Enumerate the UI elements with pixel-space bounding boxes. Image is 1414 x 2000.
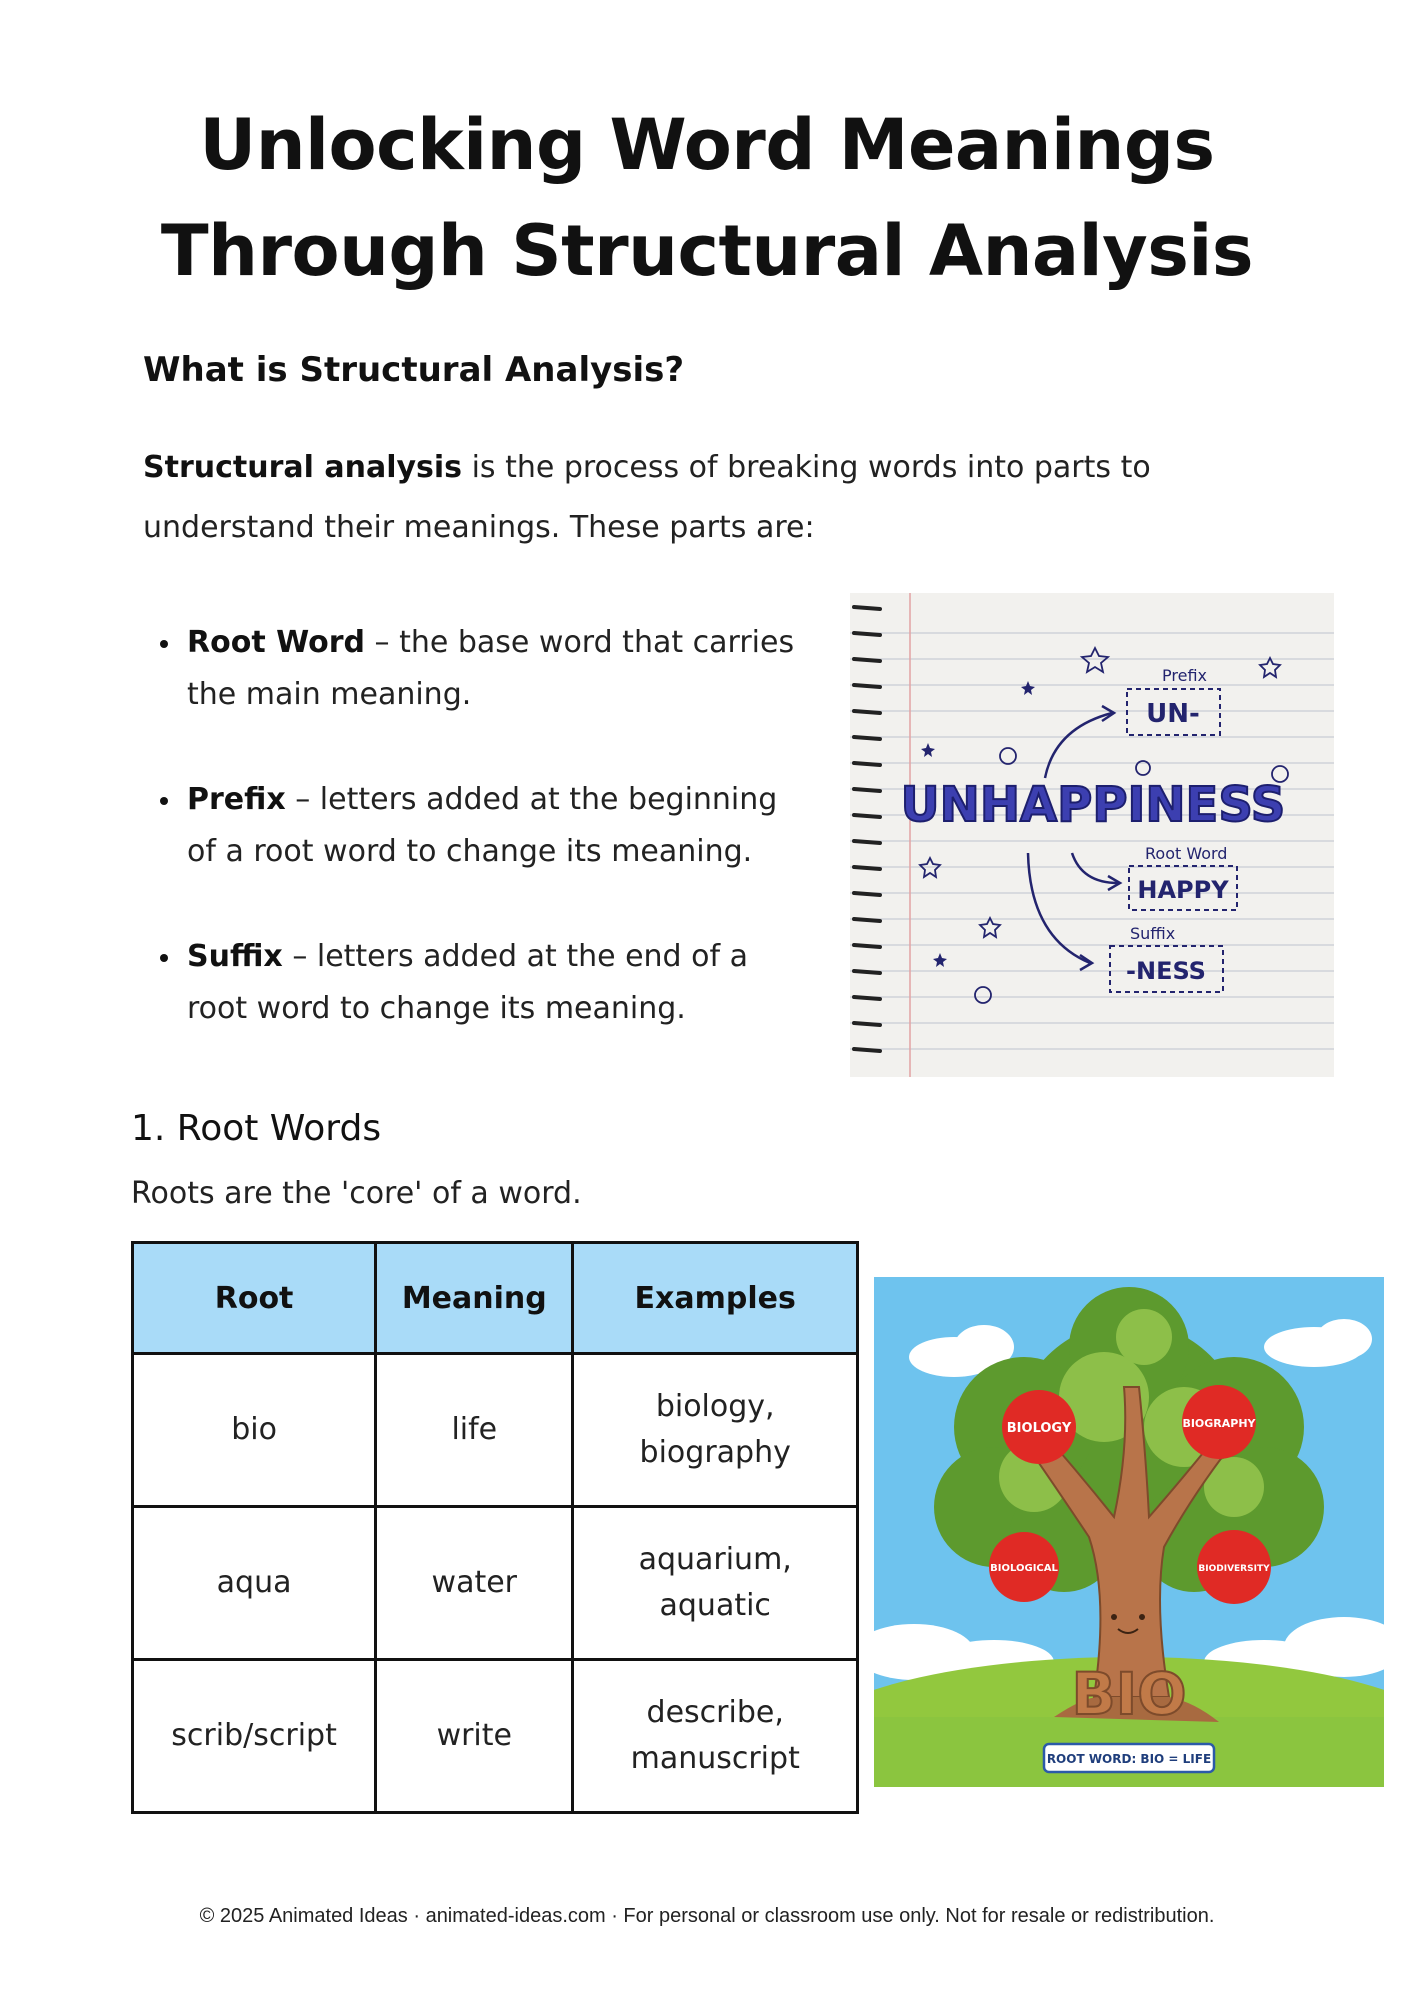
table-row [133,1354,858,1507]
bullet-text: – the base word that carries the main meaning. [187,625,795,712]
root-words-table [131,1241,859,1814]
bullet-term: Root Word [187,625,366,660]
notebook-illustration [850,593,1334,1077]
suffix-value: -NESS [1126,957,1206,985]
root-label: Root Word [1145,844,1228,863]
page-title [0,92,1414,304]
list-item-suffix [160,931,800,1035]
title-line-2: Through Structural Analysis [160,210,1254,292]
apple-biological [989,1532,1059,1602]
list-item-prefix [160,774,800,878]
cell-root: scrib/script [133,1660,376,1813]
bullet-text: – letters added at the end of a root word to change its meaning. [187,939,748,1026]
suffix-label: Suffix [1130,924,1176,943]
section-heading: What is Structural Analysis? [143,350,685,390]
header-meaning: Meaning [376,1243,573,1354]
apple-biodiversity [1197,1530,1271,1604]
root-value: HAPPY [1137,876,1229,904]
parts-list [160,617,800,1088]
table-row [133,1660,858,1813]
header-root: Root [133,1243,376,1354]
intro-text: is the process of breaking words into parts to understand their meanings. These parts are: [143,450,1151,545]
cell-root: bio [133,1354,376,1507]
table-row [133,1507,858,1660]
cell-examples: describe, manuscript [573,1660,858,1813]
bullet-text: – letters added at the beginning of a root word to change its meaning. [187,782,778,869]
bullet-term: Prefix [187,782,286,817]
cell-meaning: write [376,1660,573,1813]
bio-tree-illustration [874,1277,1384,1787]
list-item-root-word [160,617,800,721]
intro-term: Structural analysis [143,450,463,485]
svg-text:BIOLOGY: BIOLOGY [1006,1421,1072,1436]
svg-text:BIOLOGICAL: BIOLOGICAL [990,1563,1058,1574]
tree-banner: ROOT WORD: BIO = LIFE [1046,1752,1212,1766]
prefix-label: Prefix [1162,666,1207,685]
apple-biography [1182,1385,1257,1459]
title-line-1: Unlocking Word Meanings [199,104,1215,186]
table-header-row [133,1243,858,1354]
footer-copyright: © 2025 Animated Ideas · animated-ideas.com · For personal or classroom use only. Not for resale or redistribution. [199,1905,1215,1927]
prefix-value: UN- [1146,699,1200,729]
bullet-term: Suffix [187,939,283,974]
header-examples: Examples [573,1243,858,1354]
svg-text:BIODIVERSITY: BIODIVERSITY [1198,1564,1270,1574]
intro-paragraph [143,438,1153,558]
apple-biology [1002,1390,1076,1464]
root-words-subtext: Roots are the 'core' of a word. [131,1176,582,1211]
cell-meaning: water [376,1507,573,1660]
notebook-main-word: UNHAPPINESS [900,777,1286,833]
cell-meaning: life [376,1354,573,1507]
tree-trunk-word: BIO [1071,1660,1187,1728]
cell-examples: biology, biography [573,1354,858,1507]
cell-root: aqua [133,1507,376,1660]
cell-examples: aquarium, aquatic [573,1507,858,1660]
root-words-heading: 1. Root Words [131,1108,382,1149]
svg-text:BIOGRAPHY: BIOGRAPHY [1182,1417,1256,1430]
